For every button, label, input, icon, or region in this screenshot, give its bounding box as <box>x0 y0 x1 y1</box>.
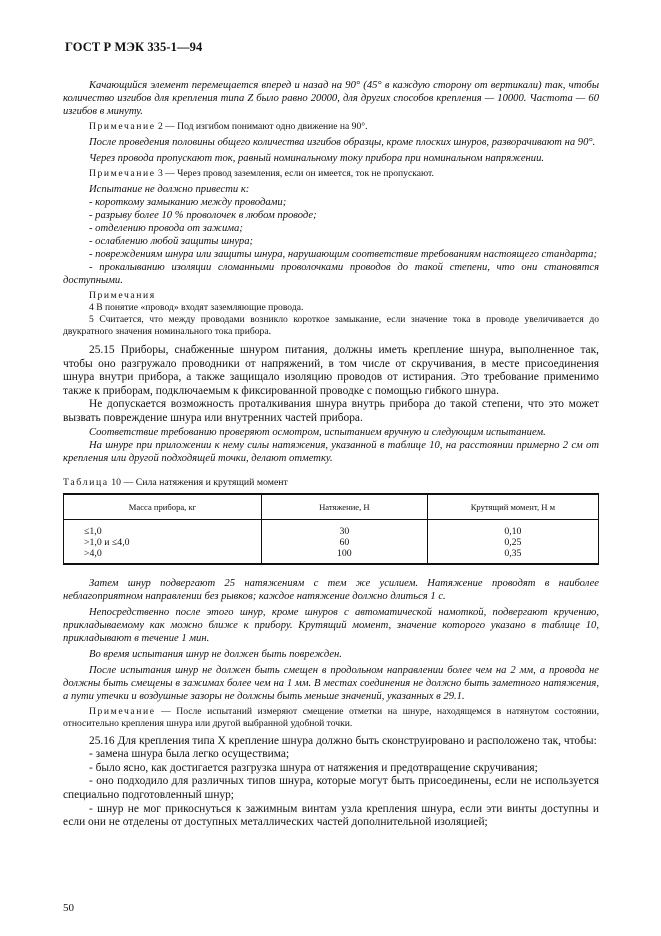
table-cell: >1,0 и ≤4,0 <box>84 536 130 548</box>
table-row <box>64 519 599 564</box>
table-cell: 100 <box>337 547 352 559</box>
list-item: - короткому замыканию между проводами; <box>89 197 287 208</box>
list-item: - ослаблению любой защиты шнура; <box>89 236 254 247</box>
table-caption <box>63 477 599 488</box>
table-caption-label: Таблица <box>63 476 109 488</box>
list-item: - повреждениям шнура или защиты шнура, нарушающим соответствие требованиям настоящего стандарта; <box>89 249 598 260</box>
list-item: - шнур не мог прикоснуться к зажимным винтам узла крепления шнура, если эти винты доступны и если они не отделены от доступных металлических частей дополнительной изоляцией; <box>63 802 599 829</box>
note-label: Примечание <box>89 705 156 717</box>
list-item: - разрыву более 10 % проволочек в любом проводе; <box>89 210 317 221</box>
table-cell: 0,10 <box>504 525 522 537</box>
table-cell: 0,35 <box>504 547 522 559</box>
paragraph-pulls: Затем шнур подвергают 25 натяжениям с тем же усилием. Натяжение проводят в наиболее неблагоприятном направлении без рывков; каждое натяжение должно длиться 1 с. <box>63 577 599 602</box>
paragraph-current: Через провода пропускают ток, равный номинальному току прибора при номинальном напряжении. <box>89 153 545 164</box>
list-item: - отделению провода от зажима; <box>89 223 243 234</box>
table-cell: 0,25 <box>504 536 522 548</box>
paragraph-torsion: Непосредственно после этого шнур, кроме шнуров с автоматической намоткой, подвергают кручению, прикладываемому как можно ближе к прибору. Крутящий момент, значение которого указано в таблице 10, прикладывают в течение 1 мин. <box>63 606 599 644</box>
torque-cell <box>427 519 598 564</box>
list-item: - оно подходило для различных типов шнура, которые могут быть присоединены, если не используется специально подготовленный шнур; <box>63 775 599 801</box>
paragraph-swing-element: Качающийся элемент перемещается вперед и назад на 90° (45° в каждую сторону от вертикали) так, чтобы количество изгибов для крепления типа Z было равно 20000, для других способов крепления — 10000. Частота — 60 изгибов в минуту. <box>63 80 599 117</box>
paragraph-mark: На шнуре при приложении к нему силы натяжения, указанной в таблице 10, на расстоянии примерно 2 см от крепления или другой подходящей точки, делают отметку. <box>63 439 599 464</box>
note-5: 5 Считается, что между проводами возникло короткое замыкание, если значение тока в проводе увеличивается до двукратного значения номинального тока прибора. <box>63 314 599 337</box>
paragraph-test-result: Испытание не должно привести к: <box>89 184 250 195</box>
note-2-text: 2 — Под изгибом понимают одно движение на 90°. <box>155 121 368 132</box>
column-header-mass: Масса прибора, кг <box>64 494 262 520</box>
table-cell: >4,0 <box>84 547 102 559</box>
mass-cell <box>64 519 262 564</box>
standard-header: ГОСТ Р МЭК 335-1—94 <box>65 40 203 54</box>
paragraph-displacement: После испытания шнур не должен быть смещен в продольном направлении более чем на 2 мм, а провода не должны быть смещены в зажимах более чем на 1 мм. В местах соединения не должно быть заметного натяжения, а пути утечки и воздушные зазоры не должны быть меньше значений, указанных в 29.1. <box>63 664 599 702</box>
tension-cell <box>261 519 427 564</box>
table-cell: 60 <box>339 536 350 548</box>
note-4: 4 В понятие «провод» входят заземляющие провода. <box>89 302 304 313</box>
table-cell: 30 <box>339 525 350 537</box>
table-cell: ≤1,0 <box>84 525 102 537</box>
note-3-label: Примечание <box>89 168 156 179</box>
paragraph-half-bends: После проведения половины общего количества изгибов образцы, кроме плоских шнуров, разворачивают на 90°. <box>89 137 596 148</box>
paragraph-no-push: Не допускается возможность проталкивания шнура внутрь прибора до такой степени, что это может вызвать повреждение шнура или внутренних частей прибора. <box>63 398 599 424</box>
note-2-label: Примечание <box>89 121 156 132</box>
list-item: - замена шнура была легко осуществима; <box>89 748 290 761</box>
paragraph-compliance: Соответствие требованию проверяют осмотром, испытанием вручную и следующим испытанием. <box>89 426 546 438</box>
tension-torque-table <box>63 493 599 565</box>
note-2 <box>63 121 599 133</box>
notes-label: Примечания <box>89 290 156 301</box>
note-displacement <box>63 706 599 730</box>
note-3 <box>63 168 599 180</box>
note-text: — После испытаний измеряют смещение отметки на шнуре, находящемся в натянутом состоянии, относительно крепления шнура или другой выбранной удобной точки. <box>63 705 599 729</box>
paragraph-25-16: 25.16 Для крепления типа X крепление шнура должно быть сконструировано и расположено так, чтобы: <box>89 734 597 747</box>
paragraph-no-damage: Во время испытания шнур не должен быть поврежден. <box>89 648 342 660</box>
list-item: - было ясно, как достигается разгрузка шнура от натяжения и предотвращение скручивания; <box>89 761 538 774</box>
table-caption-text: 10 — Сила натяжения и крутящий момент <box>108 476 288 488</box>
list-item: - прокалыванию изоляции сломанными проволочками проводов до такой степени, что они становятся доступными. <box>63 262 599 286</box>
page-number: 50 <box>63 902 74 914</box>
table-header-row <box>64 494 599 520</box>
column-header-tension: Натяжение, Н <box>261 494 427 520</box>
column-header-torque: Крутящий момент, Н м <box>427 494 598 520</box>
note-3-text: 3 — Через провод заземления, если он имеется, ток не пропускают. <box>155 168 434 179</box>
paragraph-25-15: 25.15 Приборы, снабженные шнуром питания, должны иметь крепление шнура, выполненное так, чтобы оно разгружало проводники от напряжений, в том числе от скручивания, в месте присоединения шнура внутри прибора, а также защищало изоляцию проводов от истирания. Это требование применимо также к приборам, подключаемым к фиксированной проводке с помощью гибкого шнура. <box>63 344 599 397</box>
